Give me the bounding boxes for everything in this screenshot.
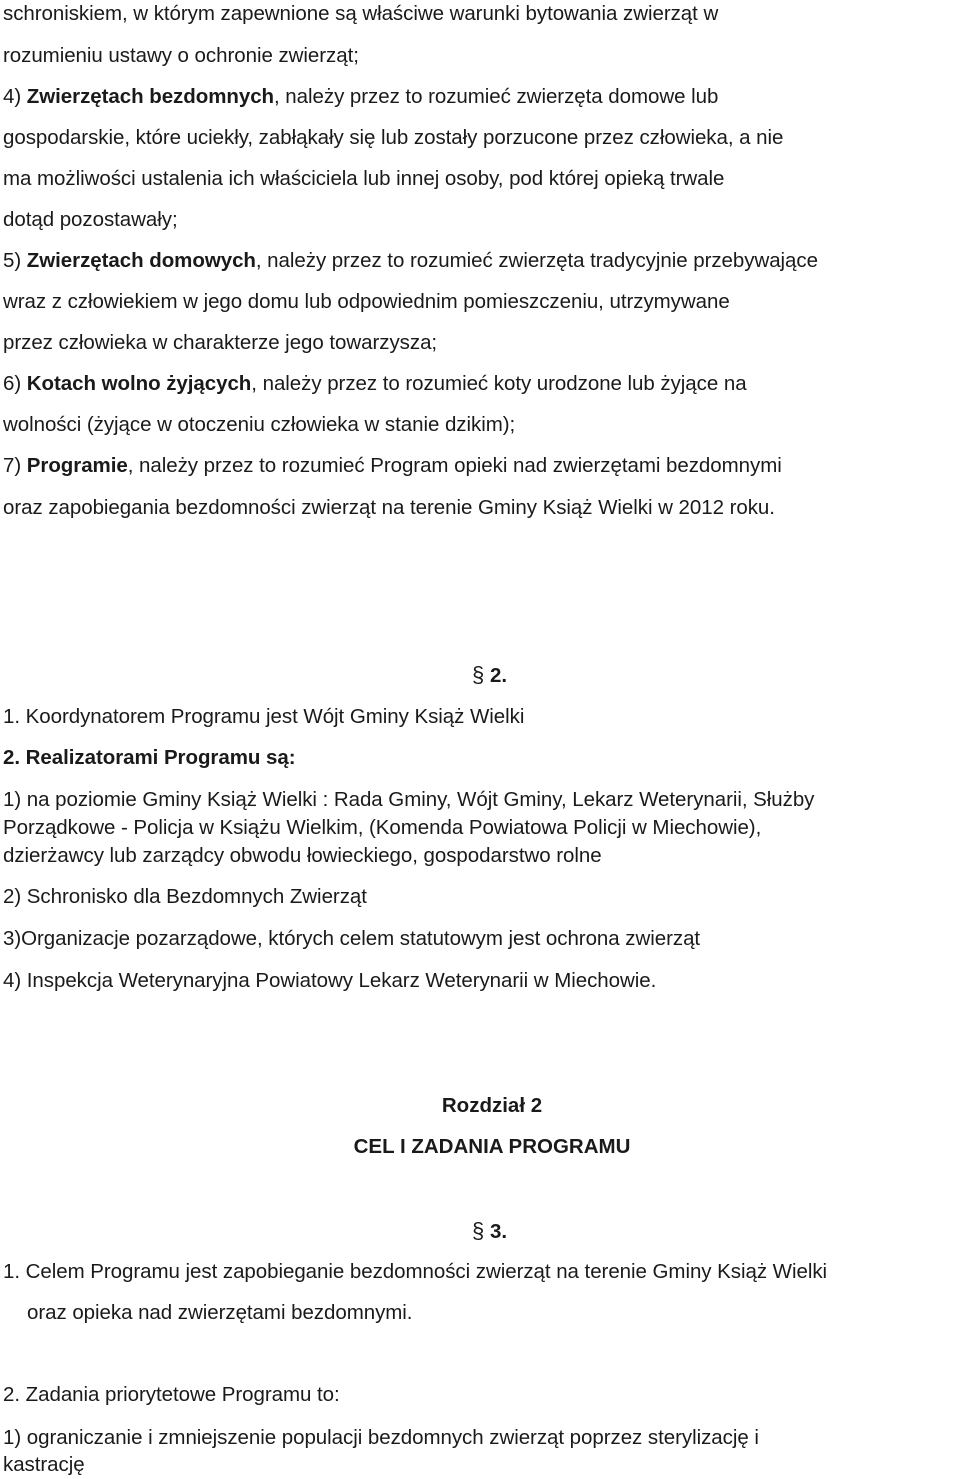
paragraph: 1. Koordynatorem Programu jest Wójt Gminy Książ Wielki xyxy=(3,705,525,728)
chapter-title: Rozdział 2 xyxy=(441,1094,543,1117)
list-item: 1) na poziomie Gminy Książ Wielki : Rada Gminy, Wójt Gminy, Lekarz Weterynarii, Służby xyxy=(3,788,815,811)
item-number: 4) xyxy=(3,85,27,108)
list-item-continuation: dzierżawcy lub zarządcy obwodu łowieckiego, gospodarstwo rolne xyxy=(3,844,602,867)
section-number: 2. xyxy=(489,664,508,687)
paragraph-continuation: oraz opieka nad zwierzętami bezdomnymi. xyxy=(27,1301,413,1324)
definition-text: , należy przez to rozumieć Program opieki nad zwierzętami bezdomnymi xyxy=(127,454,782,477)
item-number: 6) xyxy=(3,372,27,395)
text-line: schroniskiem, w którym zapewnione są właściwe warunki bytowania zwierząt w xyxy=(3,2,719,25)
text-line: oraz zapobiegania bezdomności zwierząt na terenie Gminy Książ Wielki w 2012 roku. xyxy=(3,496,775,519)
defined-term: Zwierzętach bezdomnych xyxy=(26,85,275,108)
chapter-subtitle: CEL I ZADANIA PROGRAMU xyxy=(353,1135,631,1158)
definition-item xyxy=(3,249,818,273)
paragraph: 1. Celem Programu jest zapobieganie bezdomności zwierząt na terenie Gminy Książ Wielki xyxy=(3,1260,828,1283)
item-number: 7) xyxy=(3,454,27,477)
text-line: przez człowieka w charakterze jego towarzysza; xyxy=(3,331,438,354)
list-item: 1) ograniczanie i zmniejszenie populacji bezdomnych zwierząt poprzez sterylizację i xyxy=(3,1426,759,1449)
paragraph-heading: 2. Realizatorami Programu są: xyxy=(3,746,296,769)
definition-text: , należy przez to rozumieć zwierzęta domowe lub xyxy=(274,85,719,108)
text-line: wraz z człowiekiem w jego domu lub odpowiednim pomieszczeniu, utrzymywane xyxy=(3,290,730,313)
definition-item xyxy=(3,372,747,396)
paragraph: 2. Zadania priorytetowe Programu to: xyxy=(3,1383,340,1406)
definition-text: , należy przez to rozumieć zwierzęta tradycyjnie przebywające xyxy=(255,249,818,272)
section-number: 3. xyxy=(489,1220,508,1243)
list-item-continuation: kastrację xyxy=(3,1453,85,1476)
section-symbol: § xyxy=(472,662,485,687)
section-symbol: § xyxy=(472,1218,485,1243)
text-line: dotąd pozostawały; xyxy=(3,208,178,231)
section-heading xyxy=(472,663,507,688)
definition-item xyxy=(3,85,718,109)
text-line: gospodarskie, które uciekły, zabłąkały się lub zostały porzucone przez człowieka, a nie xyxy=(3,126,784,149)
text-line: ma możliwości ustalenia ich właściciela lub innej osoby, pod której opieką trwale xyxy=(3,167,725,190)
text-line: wolności (żyjące w otoczeniu człowieka w stanie dzikim); xyxy=(3,413,516,436)
definition-text: , należy przez to rozumieć koty urodzone lub żyjące na xyxy=(251,372,747,395)
defined-term: Kotach wolno żyjących xyxy=(26,372,252,395)
item-number: 5) xyxy=(3,249,27,272)
definition-item xyxy=(3,454,782,478)
list-item: 3)Organizacje pozarządowe, których celem statutowym jest ochrona zwierząt xyxy=(3,927,701,950)
defined-term: Zwierzętach domowych xyxy=(26,249,256,272)
list-item: 2) Schronisko dla Bezdomnych Zwierząt xyxy=(3,885,367,908)
text-line: rozumieniu ustawy o ochronie zwierząt; xyxy=(3,44,359,67)
list-item: 4) Inspekcja Weterynaryjna Powiatowy Lekarz Weterynarii w Miechowie. xyxy=(3,969,657,992)
section-heading xyxy=(472,1219,507,1244)
defined-term: Programie xyxy=(26,454,128,477)
list-item-continuation: Porządkowe - Policja w Książu Wielkim, (Komenda Powiatowa Policji w Miechowie), xyxy=(3,816,762,839)
